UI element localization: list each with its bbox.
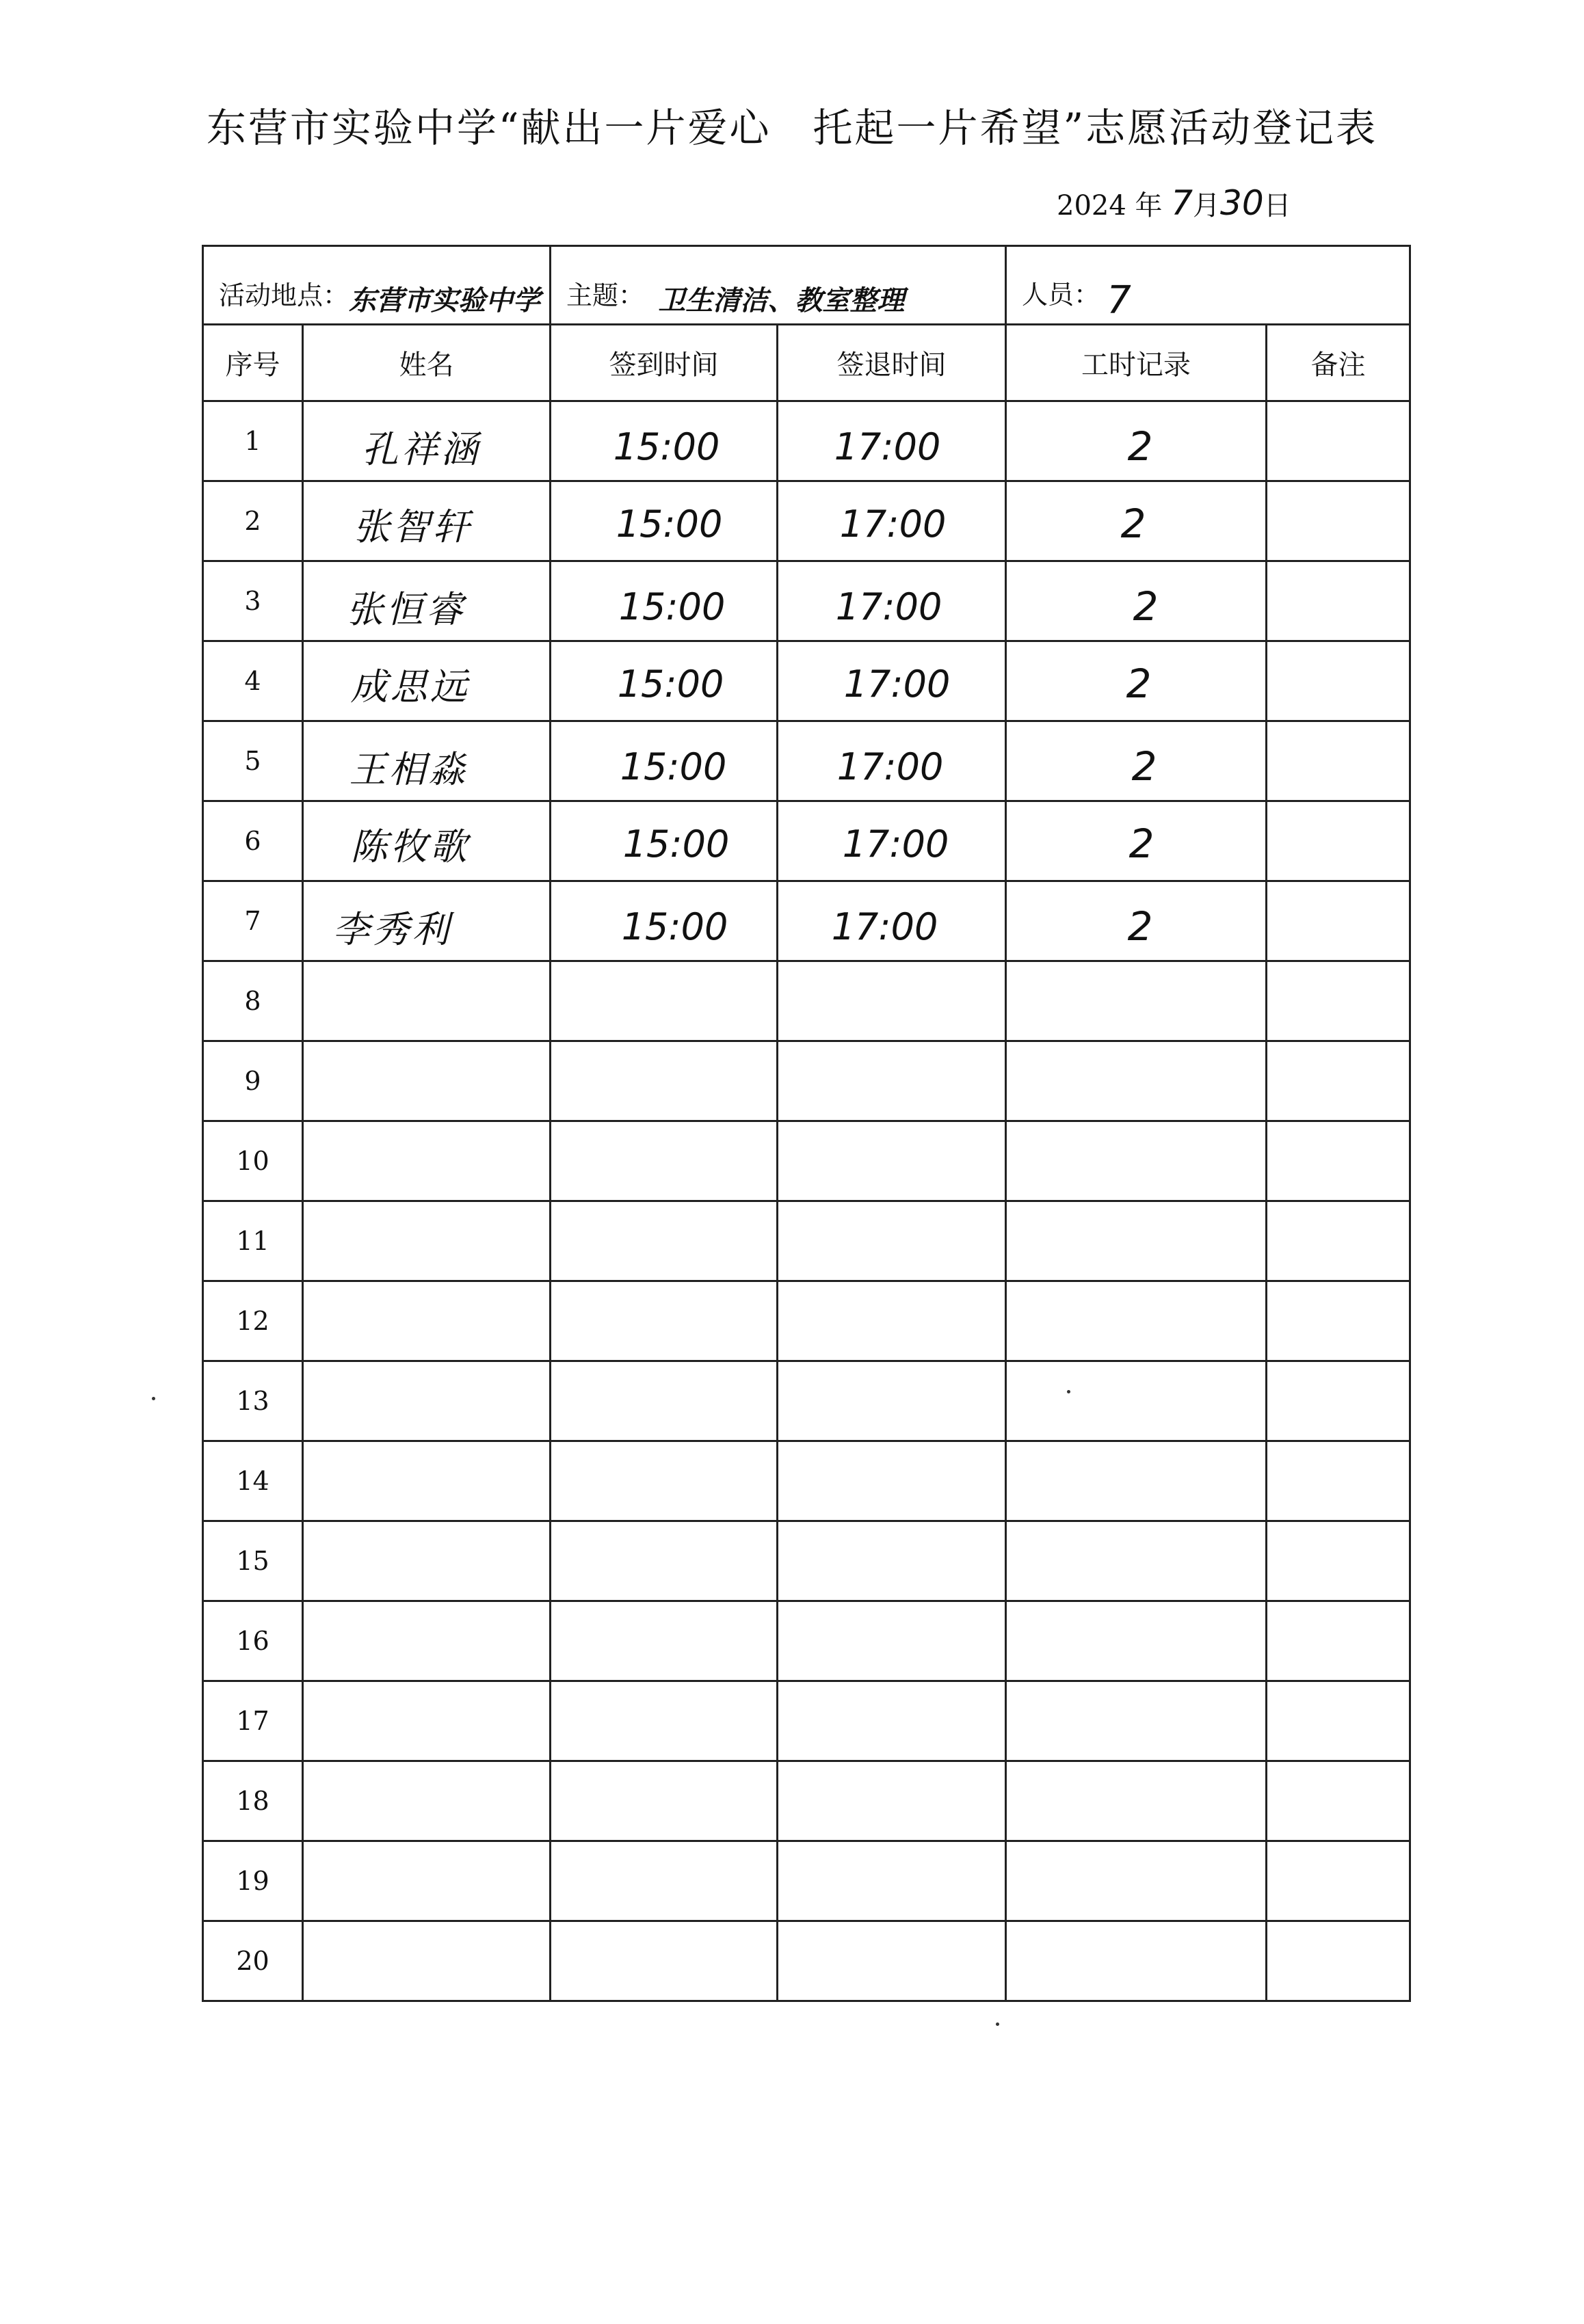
date-day-unit: 日 <box>1263 190 1291 222</box>
checkout-time: 17:00 <box>836 745 944 788</box>
volunteer-name-cell <box>303 641 551 721</box>
checkin-time-cell <box>551 1521 778 1601</box>
volunteer-name-cell <box>303 1281 551 1361</box>
theme-label: 主题： <box>566 280 645 310</box>
table-row <box>203 1121 1410 1201</box>
hours-value: 2 <box>1133 583 1159 630</box>
table-row <box>203 1681 1410 1761</box>
count-value: 7 <box>1107 278 1131 323</box>
checkin-time-cell <box>551 481 778 561</box>
header-checkin: 签到时间 <box>551 325 778 401</box>
checkin-time-cell <box>551 881 778 961</box>
checkin-time: 15:00 <box>616 502 723 546</box>
volunteer-name-cell <box>303 1521 551 1601</box>
notes-cell <box>1267 721 1410 801</box>
count-cell <box>1006 246 1410 325</box>
checkin-time: 15:00 <box>621 905 728 948</box>
header-checkout: 签退时间 <box>778 325 1006 401</box>
table-row <box>203 721 1410 801</box>
checkout-time-cell <box>778 1201 1006 1281</box>
header-hours: 工时记录 <box>1006 325 1267 401</box>
checkout-time-cell <box>778 1361 1006 1441</box>
notes-cell <box>1267 481 1410 561</box>
location-value: 东营市实验中学 <box>349 285 541 317</box>
header-row <box>203 325 1410 401</box>
row-number: 9 <box>203 1041 303 1121</box>
checkout-time-cell <box>778 1601 1006 1681</box>
checkout-time-cell <box>778 641 1006 721</box>
table-row <box>203 1921 1410 2001</box>
row-number: 1 <box>203 401 303 481</box>
row-number: 17 <box>203 1681 303 1761</box>
row-number: 2 <box>203 481 303 561</box>
checkin-time-cell <box>551 1761 778 1841</box>
scan-speck <box>152 1397 155 1400</box>
checkout-time-cell <box>778 1521 1006 1601</box>
table-row <box>203 1841 1410 1921</box>
notes-cell <box>1267 1601 1410 1681</box>
notes-cell <box>1267 1201 1410 1281</box>
theme-cell <box>551 246 1006 325</box>
table-row <box>203 1601 1410 1681</box>
notes-cell <box>1267 401 1410 481</box>
hours-value-cell <box>1006 1521 1267 1601</box>
volunteer-name-cell <box>303 1121 551 1201</box>
row-number: 11 <box>203 1201 303 1281</box>
hours-value: 2 <box>1131 743 1157 790</box>
table-row <box>203 641 1410 721</box>
row-number: 4 <box>203 641 303 721</box>
location-label: 活动地点： <box>219 280 349 310</box>
volunteer-name-cell <box>303 1841 551 1921</box>
notes-cell <box>1267 1761 1410 1841</box>
checkout-time-cell <box>778 1921 1006 2001</box>
checkin-time: 15:00 <box>620 745 727 788</box>
volunteer-name-cell <box>303 881 551 961</box>
checkin-time-cell <box>551 1041 778 1121</box>
hours-value-cell <box>1006 481 1267 561</box>
checkin-time-cell <box>551 1681 778 1761</box>
checkout-time: 17:00 <box>834 425 941 468</box>
hours-value-cell <box>1006 1601 1267 1681</box>
table-row <box>203 481 1410 561</box>
hours-value-cell <box>1006 1761 1267 1841</box>
row-number: 3 <box>203 561 303 641</box>
date-month-unit: 月 <box>1193 190 1221 222</box>
notes-cell <box>1267 1521 1410 1601</box>
checkout-time-cell <box>778 1681 1006 1761</box>
checkin-time-cell <box>551 641 778 721</box>
hours-value-cell <box>1006 1681 1267 1761</box>
date-month: 7 <box>1171 183 1193 223</box>
hours-value: 2 <box>1126 660 1152 707</box>
checkin-time-cell <box>551 721 778 801</box>
checkin-time-cell <box>551 561 778 641</box>
checkout-time-cell <box>778 801 1006 881</box>
checkout-time-cell <box>778 881 1006 961</box>
table-row <box>203 1041 1410 1121</box>
hours-value-cell <box>1006 1441 1267 1521</box>
volunteer-name-cell <box>303 801 551 881</box>
checkin-time-cell <box>551 961 778 1041</box>
table-row <box>203 561 1410 641</box>
row-number: 20 <box>203 1921 303 2001</box>
notes-cell <box>1267 1121 1410 1201</box>
checkout-time-cell <box>778 481 1006 561</box>
row-number: 6 <box>203 801 303 881</box>
volunteer-name: 张智轩 <box>353 505 473 548</box>
hours-value: 2 <box>1120 500 1146 547</box>
row-number: 7 <box>203 881 303 961</box>
checkout-time-cell <box>778 561 1006 641</box>
notes-cell <box>1267 881 1410 961</box>
checkout-time-cell <box>778 1761 1006 1841</box>
checkin-time-cell <box>551 401 778 481</box>
volunteer-name-cell <box>303 1441 551 1521</box>
hours-value: 2 <box>1127 423 1153 470</box>
checkin-time-cell <box>551 1921 778 2001</box>
notes-cell <box>1267 561 1410 641</box>
table-row <box>203 1361 1410 1441</box>
notes-cell <box>1267 1041 1410 1121</box>
hours-value-cell <box>1006 641 1267 721</box>
row-number: 14 <box>203 1441 303 1521</box>
table-row <box>203 1521 1410 1601</box>
row-number: 12 <box>203 1281 303 1361</box>
checkin-time-cell <box>551 1841 778 1921</box>
checkin-time-cell <box>551 1361 778 1441</box>
checkout-time: 17:00 <box>839 502 947 546</box>
form-date <box>1057 183 1291 223</box>
notes-cell <box>1267 961 1410 1041</box>
notes-cell <box>1267 1281 1410 1361</box>
checkout-time: 17:00 <box>843 662 951 706</box>
row-number: 15 <box>203 1521 303 1601</box>
count-label: 人员： <box>1022 280 1100 310</box>
theme-value: 卫生清洁、教室整理 <box>658 285 905 317</box>
table-row <box>203 801 1410 881</box>
notes-cell <box>1267 641 1410 721</box>
checkin-time-cell <box>551 1601 778 1681</box>
hours-value-cell <box>1006 1361 1267 1441</box>
volunteer-name-cell <box>303 1201 551 1281</box>
registration-table <box>202 245 1411 2002</box>
notes-cell <box>1267 1361 1410 1441</box>
checkout-time: 17:00 <box>831 905 938 948</box>
checkout-time-cell <box>778 721 1006 801</box>
checkout-time-cell <box>778 1841 1006 1921</box>
hours-value-cell <box>1006 1921 1267 2001</box>
volunteer-name-cell <box>303 1921 551 2001</box>
scan-speck <box>1067 1390 1070 1393</box>
notes-cell <box>1267 1921 1410 2001</box>
hours-value-cell <box>1006 1281 1267 1361</box>
volunteer-name-cell <box>303 561 551 641</box>
checkout-time-cell <box>778 401 1006 481</box>
volunteer-name-cell <box>303 401 551 481</box>
location-cell <box>203 246 551 325</box>
volunteer-name: 李秀利 <box>332 907 452 951</box>
date-day: 30 <box>1220 183 1264 223</box>
checkin-time: 15:00 <box>618 585 726 628</box>
checkin-time-cell <box>551 1121 778 1201</box>
hours-value-cell <box>1006 1841 1267 1921</box>
checkout-time: 17:00 <box>842 822 949 866</box>
volunteer-name-cell <box>303 1761 551 1841</box>
checkin-time: 15:00 <box>613 425 720 468</box>
info-row <box>203 246 1410 325</box>
checkout-time-cell <box>778 1441 1006 1521</box>
checkin-time-cell <box>551 801 778 881</box>
volunteer-name-cell <box>303 481 551 561</box>
scan-speck <box>996 2022 999 2026</box>
table-row <box>203 1441 1410 1521</box>
form-title: 东营市实验中学“献出一片爱心 托起一片希望”志愿活动登记表 <box>206 105 1378 151</box>
checkout-time-cell <box>778 1281 1006 1361</box>
volunteer-name-cell <box>303 961 551 1041</box>
checkin-time: 15:00 <box>617 662 724 706</box>
hours-value: 2 <box>1127 903 1153 950</box>
header-name: 姓名 <box>303 325 551 401</box>
notes-cell <box>1267 1441 1410 1521</box>
table-row <box>203 1281 1410 1361</box>
hours-value-cell <box>1006 801 1267 881</box>
checkout-time-cell <box>778 961 1006 1041</box>
notes-cell <box>1267 1681 1410 1761</box>
volunteer-name-cell <box>303 1601 551 1681</box>
row-number: 16 <box>203 1601 303 1681</box>
volunteer-name: 陈牧歌 <box>350 825 470 868</box>
checkout-time-cell <box>778 1121 1006 1201</box>
hours-value-cell <box>1006 401 1267 481</box>
checkout-time: 17:00 <box>835 585 942 628</box>
volunteer-name-cell <box>303 1361 551 1441</box>
table-row <box>203 401 1410 481</box>
checkin-time: 15:00 <box>622 822 730 866</box>
hours-value-cell <box>1006 721 1267 801</box>
table-row <box>203 1761 1410 1841</box>
volunteer-name-cell <box>303 1681 551 1761</box>
row-number: 13 <box>203 1361 303 1441</box>
header-no: 序号 <box>203 325 303 401</box>
hours-value-cell <box>1006 1201 1267 1281</box>
hours-value-cell <box>1006 561 1267 641</box>
hours-value-cell <box>1006 1041 1267 1121</box>
checkin-time-cell <box>551 1201 778 1281</box>
hours-value-cell <box>1006 1121 1267 1201</box>
volunteer-name: 孔祥涵 <box>361 427 481 471</box>
volunteer-name-cell <box>303 721 551 801</box>
row-number: 18 <box>203 1761 303 1841</box>
volunteer-name: 张恒睿 <box>346 587 466 631</box>
row-number: 8 <box>203 961 303 1041</box>
row-number: 10 <box>203 1121 303 1201</box>
volunteer-name-cell <box>303 1041 551 1121</box>
hours-value-cell <box>1006 961 1267 1041</box>
header-notes: 备注 <box>1267 325 1410 401</box>
notes-cell <box>1267 1841 1410 1921</box>
volunteer-name: 成思远 <box>350 665 470 708</box>
checkout-time-cell <box>778 1041 1006 1121</box>
hours-value: 2 <box>1128 820 1154 867</box>
hours-value-cell <box>1006 881 1267 961</box>
table-row <box>203 961 1410 1041</box>
table-row <box>203 1201 1410 1281</box>
volunteer-name: 王相淼 <box>349 747 468 791</box>
date-year: 2024 <box>1057 190 1126 222</box>
checkin-time-cell <box>551 1281 778 1361</box>
checkin-time-cell <box>551 1441 778 1521</box>
date-year-unit: 年 <box>1135 190 1163 222</box>
row-number: 5 <box>203 721 303 801</box>
notes-cell <box>1267 801 1410 881</box>
table-row <box>203 881 1410 961</box>
row-number: 19 <box>203 1841 303 1921</box>
